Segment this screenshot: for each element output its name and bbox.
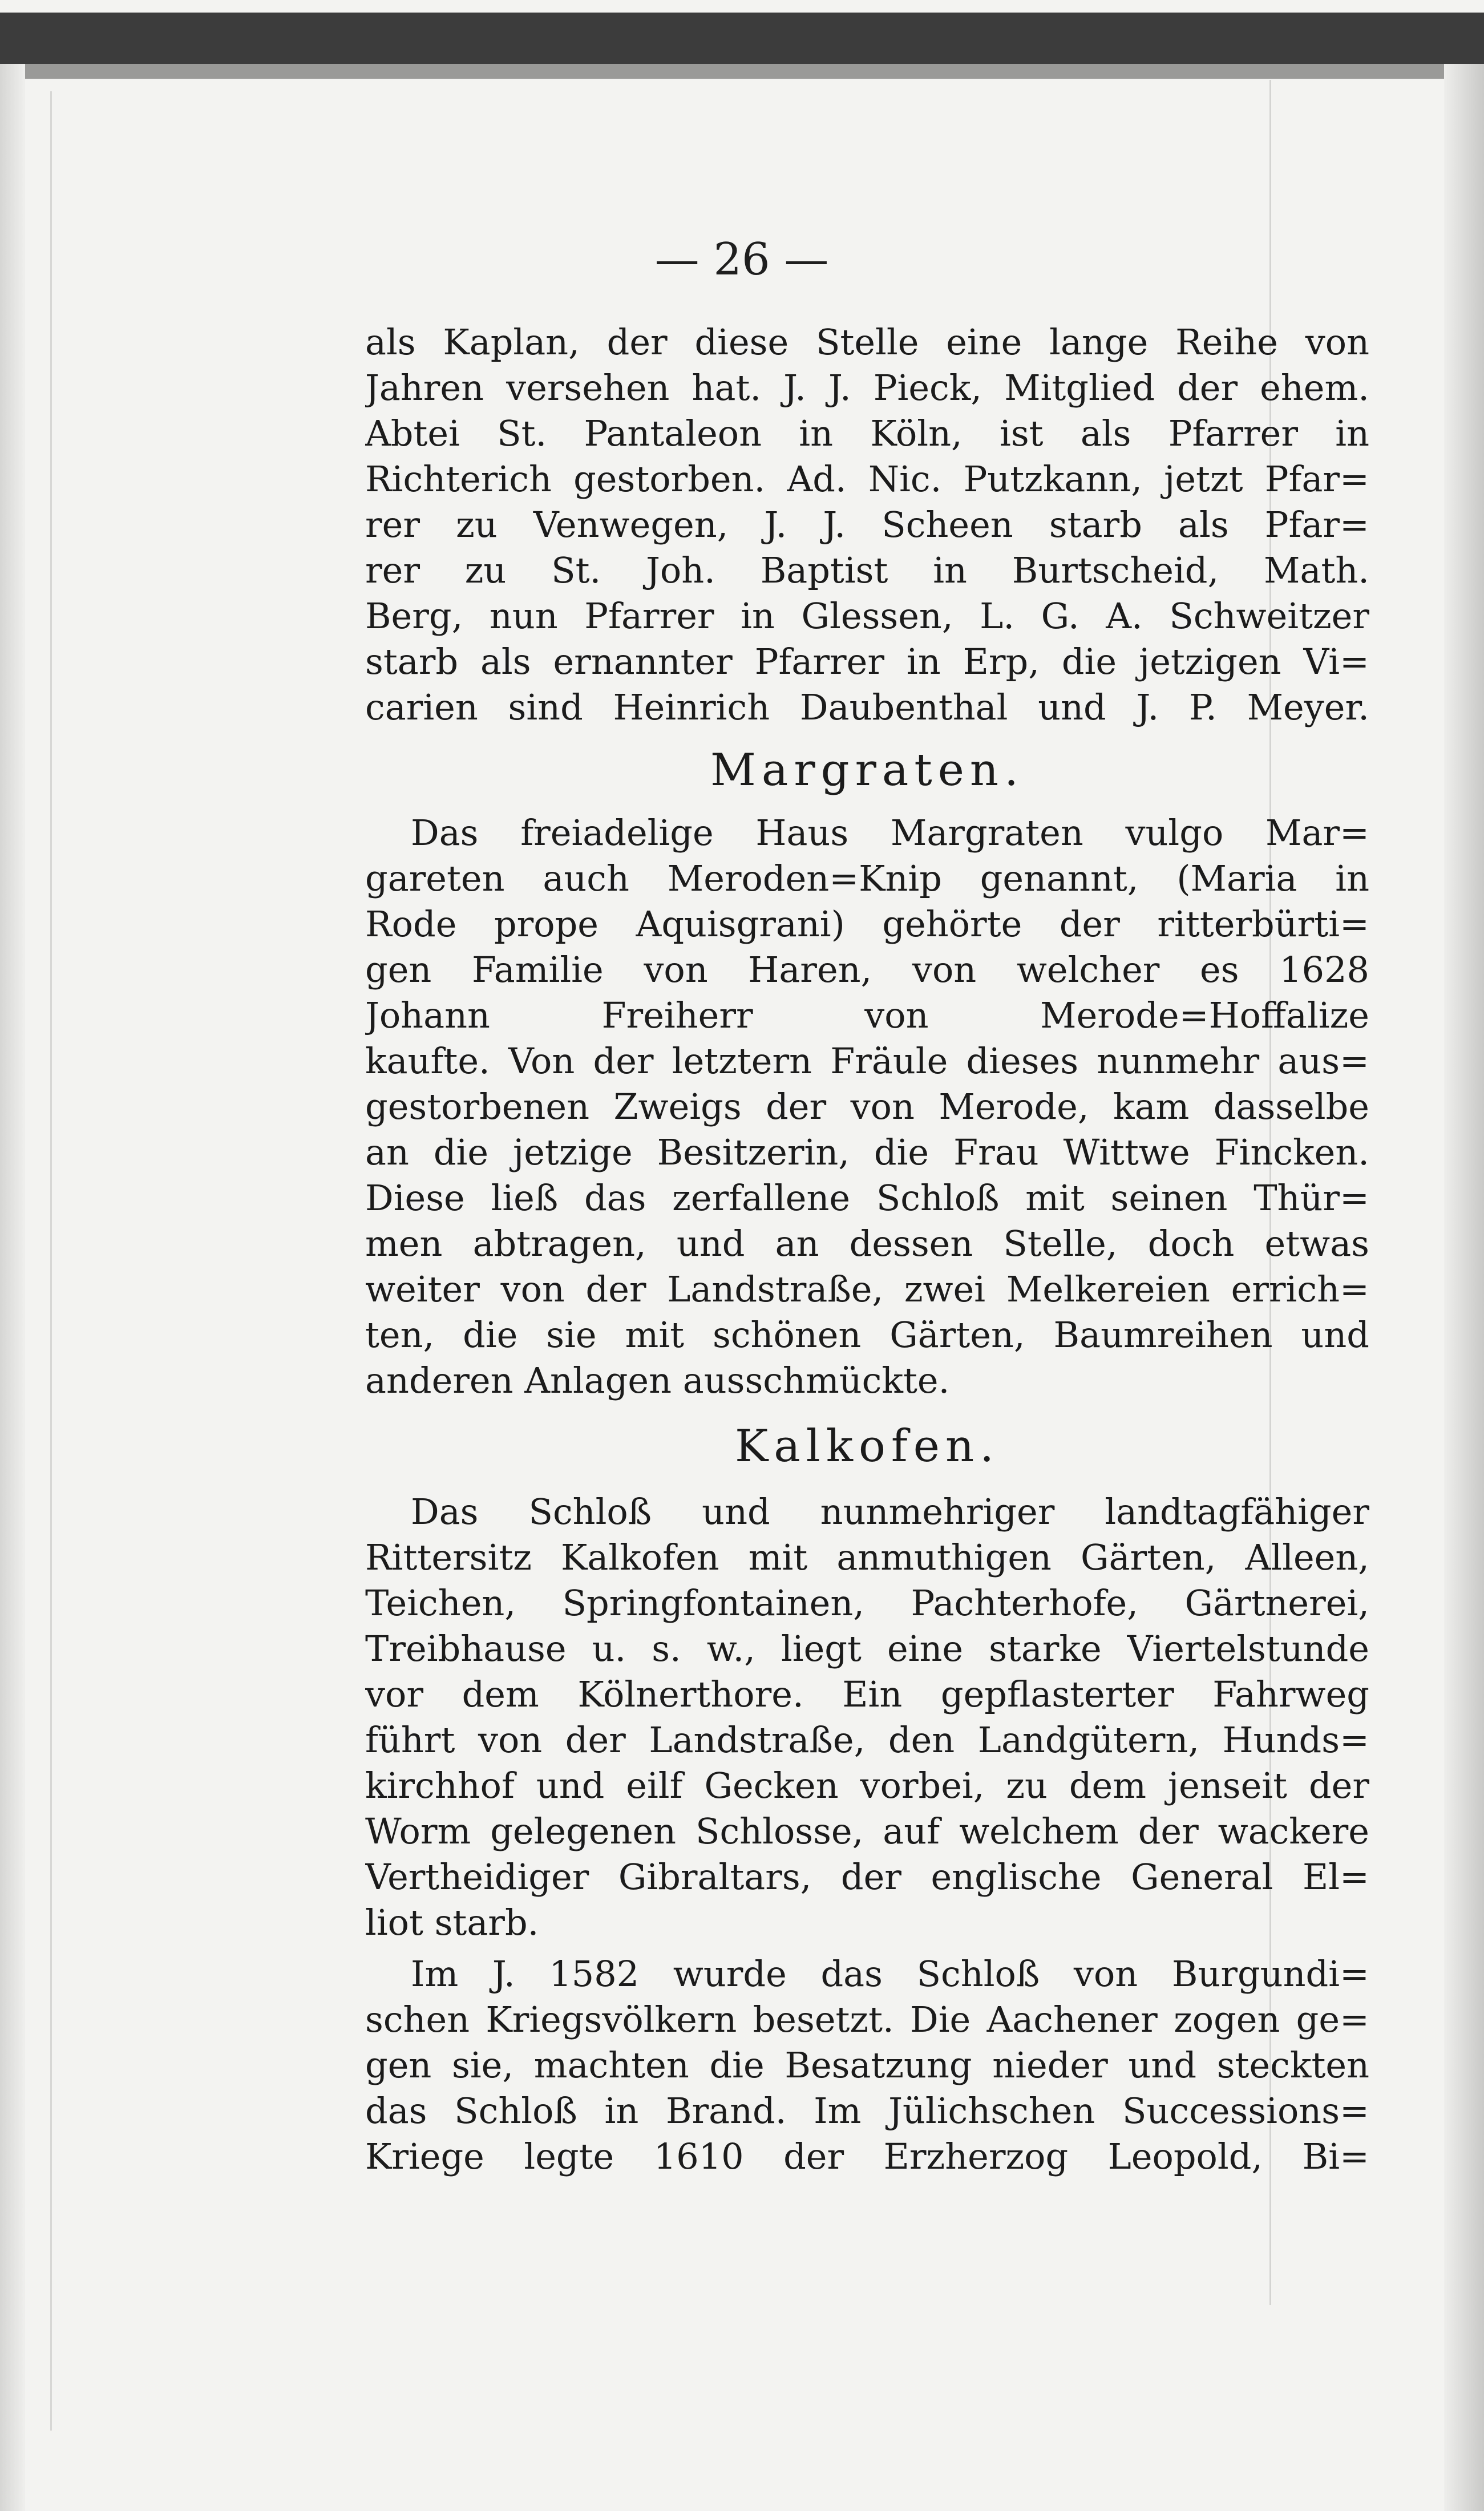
text-line: Jahren versehen hat. J. J. Pieck, Mitglied der ehem. (365, 367, 1369, 409)
text-line: Rittersitz Kalkofen mit anmuthigen Gärten, Alleen, (365, 1536, 1369, 1578)
text-line: rer zu Venwegen, J. J. Scheen starb als Pfar= (365, 504, 1369, 545)
text-line: Worm gelegenen Schlosse, auf welchem der wackere (365, 1810, 1369, 1852)
text-line: vor dem Kölnerthore. Ein gepflasterter Fahrweg (365, 1673, 1369, 1715)
text-line: ten, die sie mit schönen Gärten, Baumreihen und (365, 1314, 1369, 1356)
text-line: gareten auch Meroden=Knip genannt, (Maria in (365, 858, 1369, 899)
heading-kalkofen: Kalkofen. (734, 1421, 1000, 1472)
text-line: Berg, nun Pfarrer in Glessen, L. G. A. Schweitzer (365, 595, 1369, 637)
text-line: Kriege legte 1610 der Erzherzog Leopold, Bi= (365, 2136, 1369, 2177)
paragraph-pastors (365, 320, 1369, 730)
text-line: anderen Anlagen ausschmückte. (365, 1360, 950, 1401)
scanned-page: — 26 — als Kaplan, der diese Stelle eine lange Reihe von Jahren versehen hat. J. J. Pieck, Mitglied der ehem. Abtei St. Pantaleon in Köln, ist als Pfarrer in Richterich gestorben. Ad. Nic. Putzkann, jetzt Pfar= rer zu Venwegen, J. J. Scheen starb als Pfar= rer zu St. Joh. Baptist in Burtscheid, Math. Berg, nun Pfarrer in Glessen, L. G. A. Schweitzer starb als ernannter Pfarrer in Erp, die jetzigen Vi= carien sind Heinrich Daubenthal und J. P. Meyer. Margraten. Das freiadelige Haus Margraten vulgo Mar= gareten auch Meroden=Knip genannt, (Maria in Rode prope Aquisgrani) gehörte der ritterbürti= gen Familie von Haren, von welcher es 1628 Johann Freiherr von Merode=Hoffalize kaufte. Von der letztern Fräule dieses nunmehr aus= gestorbenen Zweigs der von Merode, kam dasselbe an die jetzige Besitzerin, die Frau Wittwe Fincken. Diese ließ das zerfallene Schloß mit seinen Thür= men abtragen, und an dessen Stelle, doch etwas weiter von der Landstraße, zwei Melkereien errich= ten, die sie mit schönen Gärten, Baumreihen und anderen Anlagen ausschmückte. Kalkofen. Das Schloß und nunmehriger landtagfähiger Rittersitz Kalkofen mit anmuthigen Gärten, Alleen, Teichen, Springfontainen, Pachterhofe, Gärtnerei, Treibhause u. s. w., liegt eine starke Viertelstunde vor dem Kölnerthore. Ein gepflasterter Fahrweg führt von der Landstraße, den Landgütern, Hunds= kirchhof und eilf Gecken vorbei, zu dem jenseit der Worm gelegenen Schlosse, auf welchem der wackere Vertheidiger Gibraltars, der englische General El= liot starb. Im J. 1582 wurde das Schloß von Burgundi= schen Kriegsvölkern besetzt. Die Aachener zogen ge= gen sie, machten die Besatzung nieder und steckten das Schloß in Brand. Im Jülichschen Successions= Kriege legte 1610 der Erzherzog Leopold, Bi= (0, 0, 1484, 2511)
text-line: Johann Freiherr von Merode=Hoffalize (365, 994, 1369, 1036)
text-line: liot starb. (365, 1902, 539, 1943)
text-line: Vertheidiger Gibraltars, der englische General El= (365, 1856, 1369, 1898)
text-line: das Schloß in Brand. Im Jülichschen Successions= (365, 2090, 1369, 2132)
page-crease-left (50, 91, 52, 2431)
text-line: Rode prope Aquisgrani) gehörte der ritterbürti= (365, 903, 1369, 945)
text-line: carien sind Heinrich Daubenthal und J. P. Meyer. (365, 686, 1369, 728)
text-line: Treibhause u. s. w., liegt eine starke Viertelstunde (365, 1628, 1369, 1669)
text-line: kirchhof und eilf Gecken vorbei, zu dem jenseit der (365, 1765, 1369, 1806)
text-line: gen Familie von Haren, von welcher es 1628 (365, 949, 1369, 990)
text-line: gen sie, machten die Besatzung nieder und steckten (365, 2044, 1369, 2086)
text-line: Im J. 1582 wurde das Schloß von Burgundi= (411, 1953, 1369, 1995)
scan-border-top (0, 13, 1484, 64)
text-line: men abtragen, und an dessen Stelle, doch etwas (365, 1223, 1369, 1264)
text-line: Diese ließ das zerfallene Schloß mit seinen Thür= (365, 1177, 1369, 1219)
text-line: Teichen, Springfontainen, Pachterhofe, Gärtnerei, (365, 1582, 1369, 1624)
text-line: starb als ernannter Pfarrer in Erp, die jetzigen Vi= (365, 641, 1369, 682)
text-line: Abtei St. Pantaleon in Köln, ist als Pfarrer in (365, 413, 1369, 454)
paragraph-history (365, 1951, 1369, 2180)
paragraph-margraten (365, 810, 1369, 1404)
text-line: weiter von der Landstraße, zwei Melkereien errich= (365, 1268, 1369, 1310)
text-line: gestorbenen Zweigs der von Merode, kam dasselbe (365, 1086, 1369, 1127)
paragraph-kalkofen (365, 1489, 1369, 1946)
text-line: führt von der Landstraße, den Landgütern, Hunds= (365, 1719, 1369, 1761)
page-left-edge (0, 64, 25, 2511)
text-line: als Kaplan, der diese Stelle eine lange Reihe von (365, 321, 1369, 363)
page-right-edge (1444, 64, 1484, 2511)
text-line: Das freiadelige Haus Margraten vulgo Mar= (411, 812, 1369, 854)
text-line: Das Schloß und nunmehriger landtagfähiger (411, 1491, 1369, 1533)
text-line: kaufte. Von der letztern Fräule dieses nunmehr aus= (365, 1040, 1369, 1082)
scan-border-shadow (0, 64, 1484, 79)
heading-margraten: Margraten. (710, 745, 1024, 796)
text-line: schen Kriegsvölkern besetzt. Die Aachener zogen ge= (365, 1999, 1369, 2040)
text-line: an die jetzige Besitzerin, die Frau Wittwe Fincken. (365, 1131, 1369, 1173)
text-line: Richterich gestorben. Ad. Nic. Putzkann, jetzt Pfar= (365, 458, 1369, 500)
text-line: rer zu St. Joh. Baptist in Burtscheid, Math. (365, 549, 1369, 591)
